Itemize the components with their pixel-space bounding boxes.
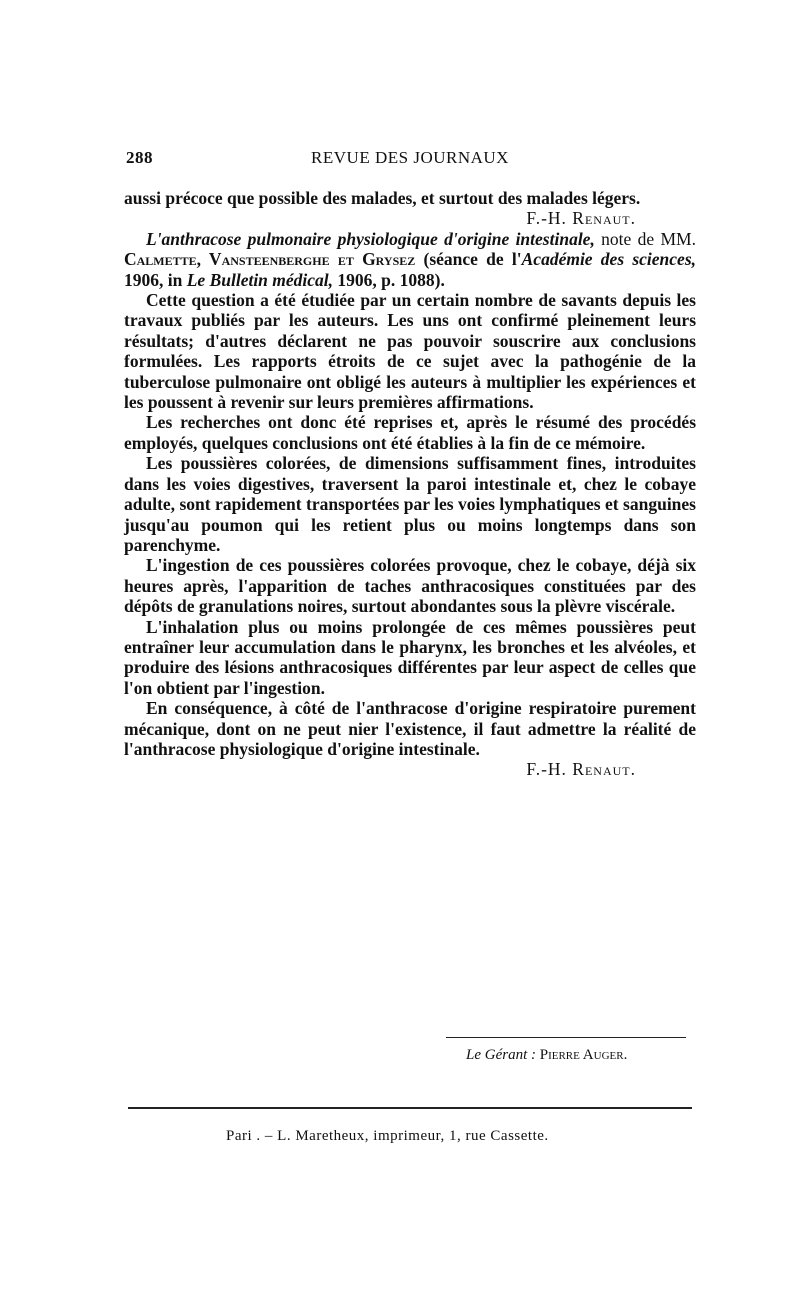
paragraph: Les poussières colorées, de dimensions suffisamment fines, introduites dans les voies digestives, traversent la paroi intestinale et, chez le cobaye adulte, sont rapidement transportées par les voies lymphatiques et sanguines jusqu'au poumon qui les retient plus ou moins longtemps dans son parenchyme. [124,453,696,555]
running-header [126,148,694,172]
gerant-label: Le Gérant : [466,1047,536,1063]
article-heading [124,229,696,290]
page-number: 288 [126,148,153,167]
paragraph: Cette question a été étudiée par un certain nombre de savants depuis les travaux publiés par les auteurs. Les uns ont confirmé pleinement leurs résultats; d'autres déclarent ne pas pouvoir souscrire aux conclusions formulées. Les rapports étroits de ce sujet avec la pathogénie de la tuberculose pulmonaire ont obligé les auteurs à multiplier les expériences et les poussent à revenir sur leurs premières affirmations. [124,290,696,413]
academy-name: Académie des sciences, [521,249,697,270]
body-text [124,188,696,780]
source-date: 1906, in [124,269,183,290]
running-title: REVUE DES JOURNAUX [311,148,509,167]
paragraph: Les recherches ont donc été reprises et, après le résumé des procédés employés, quelques conclusions ont été établies à la fin de ce mémoire. [124,412,696,453]
gerant-name: Pierre Auger. [539,1047,628,1063]
article-title-tail: note de MM. [601,228,696,249]
article-authors: Calmette, Vansteenberghe et Grysez [124,249,416,270]
bulletin-name: Le Bulletin médical, [186,269,334,290]
source-close: 1906, p. 1088). [337,269,445,290]
footer-rule [128,1107,692,1109]
continued-paragraph: aussi précoce que possible des malades, et surtout des malades légers. [124,188,641,208]
gerant-line [466,1047,627,1064]
paragraph: L'ingestion de ces poussières colorées provoque, chez le cobaye, déjà six heures après, l'apparition de taches anthracosiques constituées par des dépôts de granulations noires, surtout abondantes sous la plèvre viscérale. [124,555,696,617]
signature-renaut-1: F.-H. Renaut. [526,208,636,229]
signature-renaut-2: F.-H. Renaut. [526,759,636,780]
source-open: (séance de l' [423,249,522,270]
gerant-rule [446,1037,686,1038]
printer-imprint: Pari . – L. Maretheux, imprimeur, 1, rue Cassette. [226,1128,549,1144]
paragraph: En conséquence, à côté de l'anthracose d'origine respiratoire purement mécanique, dont on ne peut nier l'existence, il faut admettre la réalité de l'anthracose physiologique d'origine intestinale. [124,698,696,759]
article-title: L'anthracose pulmonaire physiologique d'origine intestinale, [146,228,595,249]
paragraph: L'inhalation plus ou moins prolongée de ces mêmes poussières peut entraîner leur accumulation dans le pharynx, les bronches et les alvéoles, et produire des lésions anthracosiques différentes par leur aspect de celles que l'on obtient par l'ingestion. [124,616,696,698]
